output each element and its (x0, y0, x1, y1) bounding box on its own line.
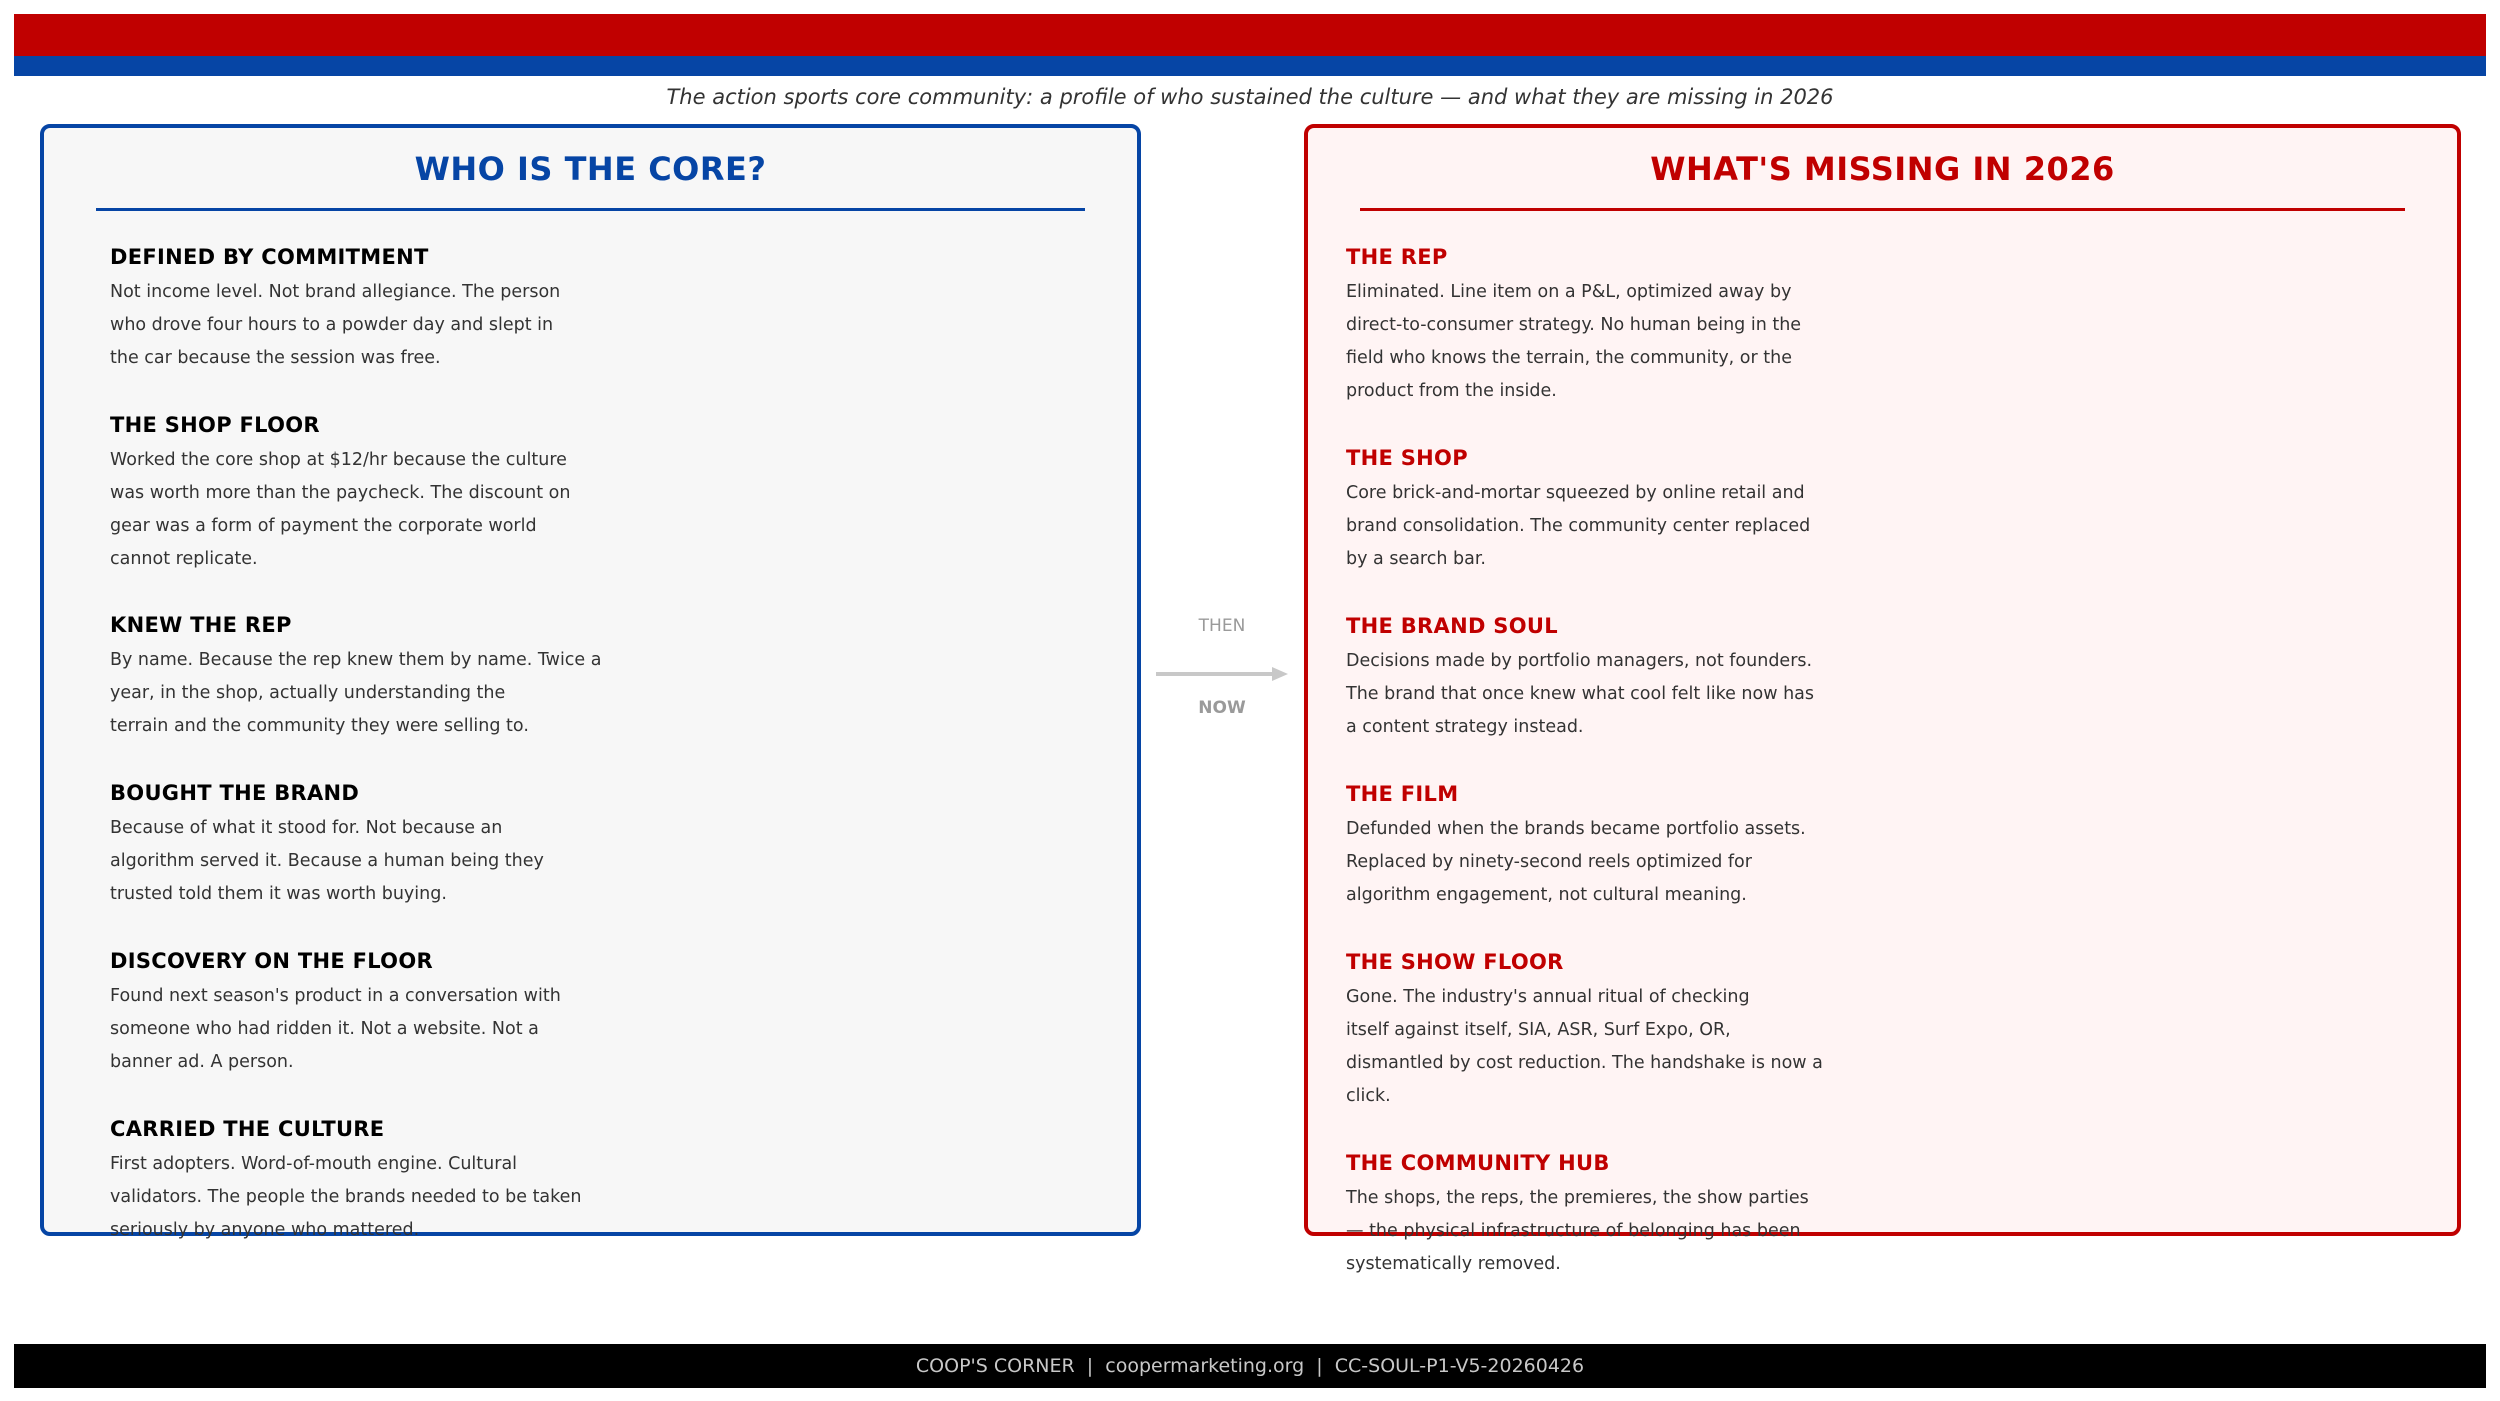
item-heading: THE REP (1346, 245, 1448, 269)
page-subtitle: The action sports core community: a profile of who sustained the culture — and what they are missing in 2026 (666, 85, 1834, 109)
list-item (1346, 947, 1906, 1113)
list-item (110, 610, 670, 743)
item-heading: THE BRAND SOUL (1346, 614, 1558, 638)
item-heading: CARRIED THE CULTURE (110, 1117, 385, 1141)
item-body: The shops, the reps, the premieres, the show parties — the physical infrastructure of belonging has been systematically removed. (1346, 1188, 1809, 1274)
item-heading: BOUGHT THE BRAND (110, 781, 360, 805)
item-heading: KNEW THE REP (110, 613, 292, 637)
right-panel-title: WHAT'S MISSING IN 2026 (1650, 150, 2115, 188)
item-body: Because of what it stood for. Not because an algorithm served it. Because a human being they trusted told them it was worth buying. (110, 818, 544, 904)
item-body: Eliminated. Line item on a P&L, optimized away by direct-to-consumer strategy. No human being in the field who knows the terrain, the community, or the product from the inside. (1346, 282, 1802, 401)
list-item (110, 946, 670, 1079)
left-panel-title: WHO IS THE CORE? (414, 150, 767, 188)
item-body: Found next season's product in a conversation with someone who had ridden it. Not a website. Not a banner ad. A person. (110, 986, 561, 1072)
item-body: First adopters. Word-of-mouth engine. Cultural validators. The people the brands needed to be taken seriously by anyone who mattered. (110, 1154, 582, 1240)
list-item (1346, 611, 1906, 744)
left-panel-divider (96, 208, 1085, 211)
header-blue-band (14, 56, 2486, 76)
item-heading: THE FILM (1346, 782, 1459, 806)
item-heading: DEFINED BY COMMITMENT (110, 245, 429, 269)
item-heading: DISCOVERY ON THE FLOOR (110, 949, 433, 973)
right-arrow-icon (1154, 662, 1290, 686)
list-item (110, 1114, 670, 1247)
list-item (110, 410, 670, 576)
item-body: Defunded when the brands became portfolio assets. Replaced by ninety-second reels optimized for algorithm engagement, not cultural meaning. (1346, 819, 1806, 905)
list-item (1346, 779, 1906, 912)
item-heading: THE SHOW FLOOR (1346, 950, 1564, 974)
item-heading: THE COMMUNITY HUB (1346, 1151, 1610, 1175)
footer-bar: COOP'S CORNER | coopermarketing.org | CC-SOUL-P1-V5-20260426 (14, 1344, 2486, 1388)
item-body: Decisions made by portfolio managers, not founders. The brand that once knew what cool felt like now has a content strategy instead. (1346, 651, 1815, 737)
item-body: Not income level. Not brand allegiance. The person who drove four hours to a powder day and slept in the car because the session was free. (110, 282, 561, 368)
then-label: THEN (1198, 616, 1246, 636)
now-label: NOW (1198, 698, 1246, 718)
item-body: Core brick-and-mortar squeezed by online retail and brand consolidation. The community center replaced by a search bar. (1346, 483, 1811, 569)
list-item (1346, 1148, 1906, 1281)
list-item (110, 242, 670, 375)
header-red-band (14, 14, 2486, 56)
list-item (1346, 443, 1906, 576)
item-heading: THE SHOP (1346, 446, 1468, 470)
right-panel-divider (1360, 208, 2405, 211)
item-heading: THE SHOP FLOOR (110, 413, 320, 437)
list-item (110, 778, 670, 911)
item-body: Worked the core shop at $12/hr because the culture was worth more than the paycheck. The discount on gear was a form of payment the corporate world cannot replicate. (110, 450, 571, 569)
item-body: Gone. The industry's annual ritual of checking itself against itself, SIA, ASR, Surf Expo, OR, dismantled by cost reduction. The handshake is now a click. (1346, 987, 1823, 1106)
item-body: By name. Because the rep knew them by name. Twice a year, in the shop, actually understanding the terrain and the community they were selling to. (110, 650, 602, 736)
list-item (1346, 242, 1906, 408)
